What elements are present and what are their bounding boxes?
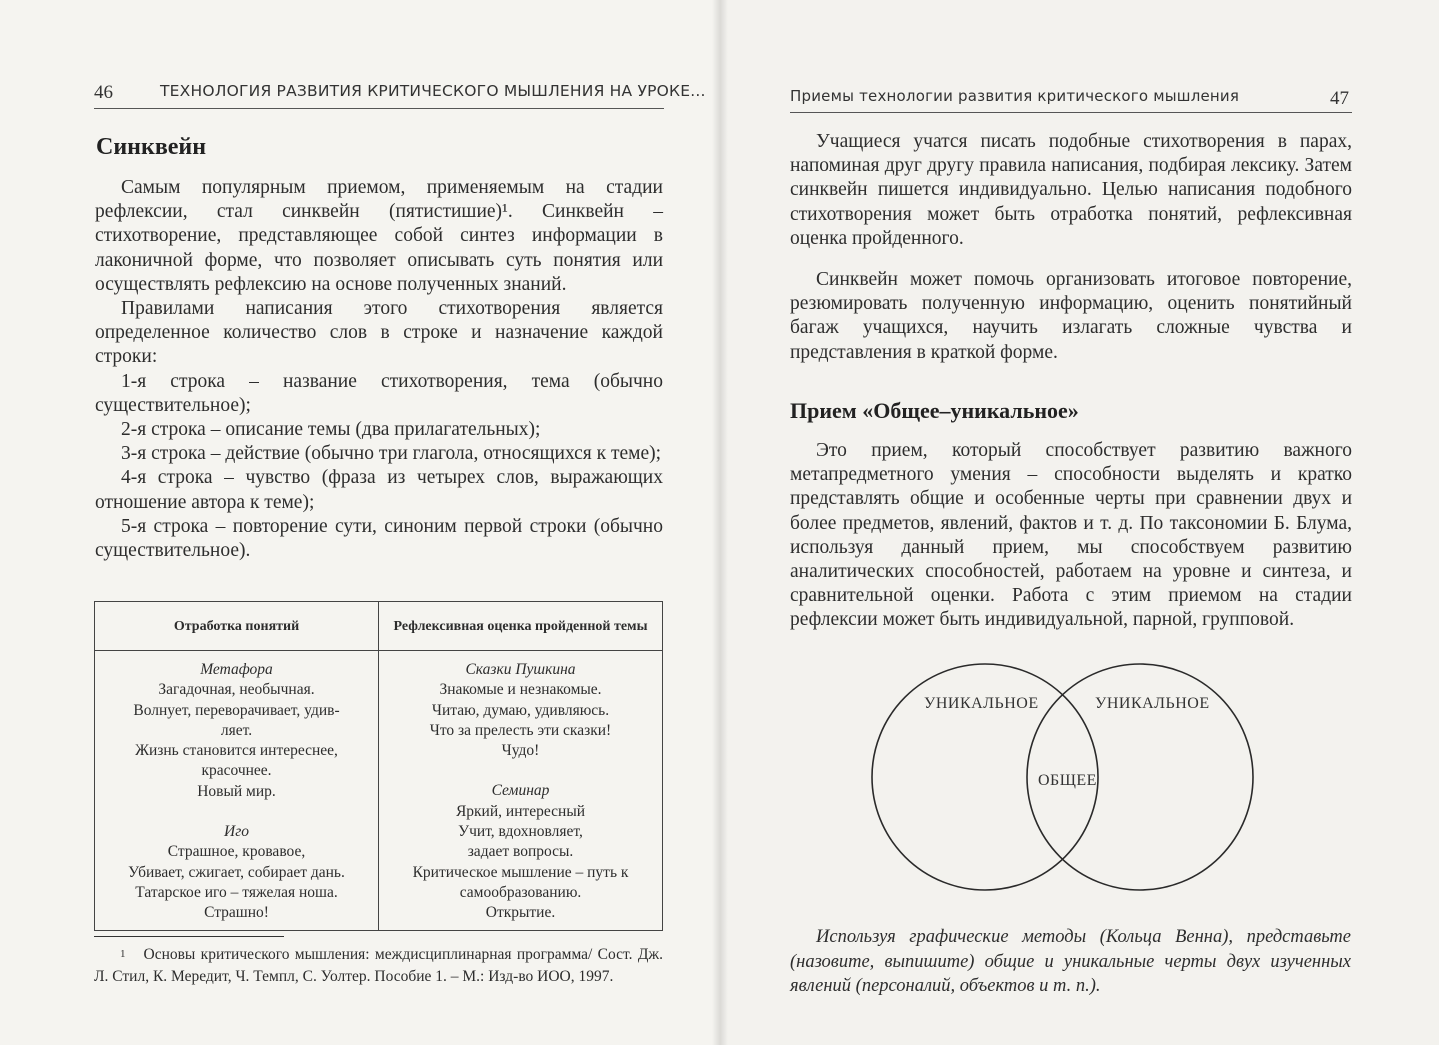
header-rule-right	[790, 112, 1352, 113]
example-line: Страшно!	[204, 904, 269, 922]
example-line: Яркий, интересный	[455, 802, 586, 820]
example-line: ляет.	[220, 721, 253, 739]
list-item: 1-я строка – название стихотворения, тема (обычно существительное);	[95, 370, 663, 416]
list-item: 5-я строка – повторение сути, синоним первой строки (обычно существительное).	[95, 515, 663, 562]
paragraph: Правилами написания этого стихотворения является определенное количество слов в строке и назначение каждой строки:	[95, 298, 663, 368]
task-caption: Используя графические методы (Кольца Венна), представьте (назовите, выпишите) общие и уникальные черты двух изученных явлений (персоналий, объектов и т. п.).	[790, 927, 1351, 996]
table-header-col2: Рефлексивная оценка пройденной темы	[379, 602, 663, 651]
example-line: Волнует, переворачивает, удив-	[133, 701, 340, 719]
example-line: Критическое мышление – путь к	[412, 863, 629, 881]
paragraph: Синквейн может помочь организовать итоговое повторение, резюмировать полученную информацию, оценить понятийный багаж учащихся, научить излагать сложные чувства и представления в краткой форме.	[790, 269, 1352, 363]
example-line: Учит, вдохновляет,	[458, 823, 583, 841]
section-heading-common-unique: Прием «Общее–уникальное»	[790, 398, 1079, 423]
table-cell-concepts	[95, 651, 379, 931]
right-body-text	[790, 130, 1352, 365]
left-body-text	[95, 176, 663, 563]
example-title: Метафора	[200, 661, 273, 678]
section-heading-sinkwine: Синквейн	[96, 134, 207, 160]
footnote-text: Основы критического мышления: междисциплинарная программа/ Сост. Дж. Л. Стил, К. Мередит, Ч. Темпл, С. Уолтер. Пособие 1. – М.: Изд-во ИОО, 1997.	[94, 946, 663, 985]
sinkwine-examples-table	[94, 601, 663, 931]
example-line: Читаю, думаю, удивляюсь.	[431, 701, 610, 719]
table-header-col1: Отработка понятий	[95, 602, 379, 651]
example-line: Убивает, сжигает, собирает дань.	[128, 863, 345, 881]
venn-center-label: ОБЩЕЕ	[1038, 772, 1097, 789]
paragraph: Самым популярным приемом, применяемым на стадии рефлексии, стал синквейн (пятистишие)¹. Синквейн – стихотворение, представляющее собой синтез информации в лаконичной форме, что позволяет описывать суть понятия или осуществлять рефлексию на основе полученных знаний.	[95, 177, 663, 295]
example-line: красочнее.	[201, 762, 272, 780]
example-line: Открытие.	[485, 904, 556, 922]
footnote-rule	[94, 936, 284, 937]
venn-diagram	[860, 650, 1260, 910]
page-number-right: 47	[1330, 88, 1349, 109]
example-line: Чудо!	[501, 742, 540, 760]
venn-right-label: УНИКАЛЬНОЕ	[1095, 695, 1210, 712]
header-rule-left	[94, 108, 664, 109]
footnote	[94, 944, 663, 987]
book-gutter	[712, 0, 728, 1045]
table-cell-reflection	[379, 651, 663, 931]
page-number-left: 46	[94, 82, 113, 103]
example-line: задает вопросы.	[467, 843, 574, 861]
example-line: Страшное, кровавое,	[167, 843, 306, 861]
paragraph: Учащиеся учатся писать подобные стихотворения в парах, напоминая друг другу правила написания, подбирая лексику. Затем синквейн пишется индивидуально. Целью написания подобного стихотворения может быть отработка понятий, рефлексивная оценка пройденного.	[790, 131, 1352, 249]
venn-left-label: УНИКАЛЬНОЕ	[924, 695, 1039, 712]
list-item: 4-я строка – чувство (фраза из четырех слов, выражающих отношение автора к теме);	[95, 467, 663, 513]
example-line: Новый мир.	[197, 782, 276, 800]
example-title: Иго	[224, 823, 249, 841]
example-line: Знакомые и незнакомые.	[439, 681, 602, 699]
example-line: самообразованию.	[459, 883, 582, 901]
list-item: 3-я строка – действие (обычно три глагола, относящихся к теме);	[121, 443, 662, 465]
running-head-right: Приемы технологии развития критического мышления	[790, 87, 1240, 105]
example-title: Сказки Пушкина	[465, 661, 576, 678]
example-line: Что за прелесть эти сказки!	[429, 721, 612, 739]
paragraph: Это прием, который способствует развитию важного метапредметного умения – способности выделять и кратко представлять общие и особенные черты при сравнении двух и более предметов, явлений, фактов и т. д. По таксономии Б. Блума, используя данный прием, мы способствуем развитию аналитических способностей, работаем на уровне и синтеза, и сравнительной оценки. Работа с этим приемом на стадии рефлексии может быть индивидуальной, парной, групповой.	[790, 440, 1352, 631]
example-title: Семинар	[491, 782, 550, 800]
example-line: Загадочная, необычная.	[158, 681, 315, 699]
example-line: Татарское иго – тяжелая ноша.	[135, 883, 338, 901]
footnote-mark: 1	[120, 948, 126, 960]
method-description	[790, 439, 1352, 633]
list-item: 2-я строка – описание темы (два прилагательных);	[121, 419, 541, 441]
example-line: Жизнь становится интереснее,	[135, 742, 338, 760]
running-head-left: ТЕХНОЛОГИЯ РАЗВИТИЯ КРИТИЧЕСКОГО МЫШЛЕНИЯ НА УРОКЕ...	[160, 82, 706, 100]
